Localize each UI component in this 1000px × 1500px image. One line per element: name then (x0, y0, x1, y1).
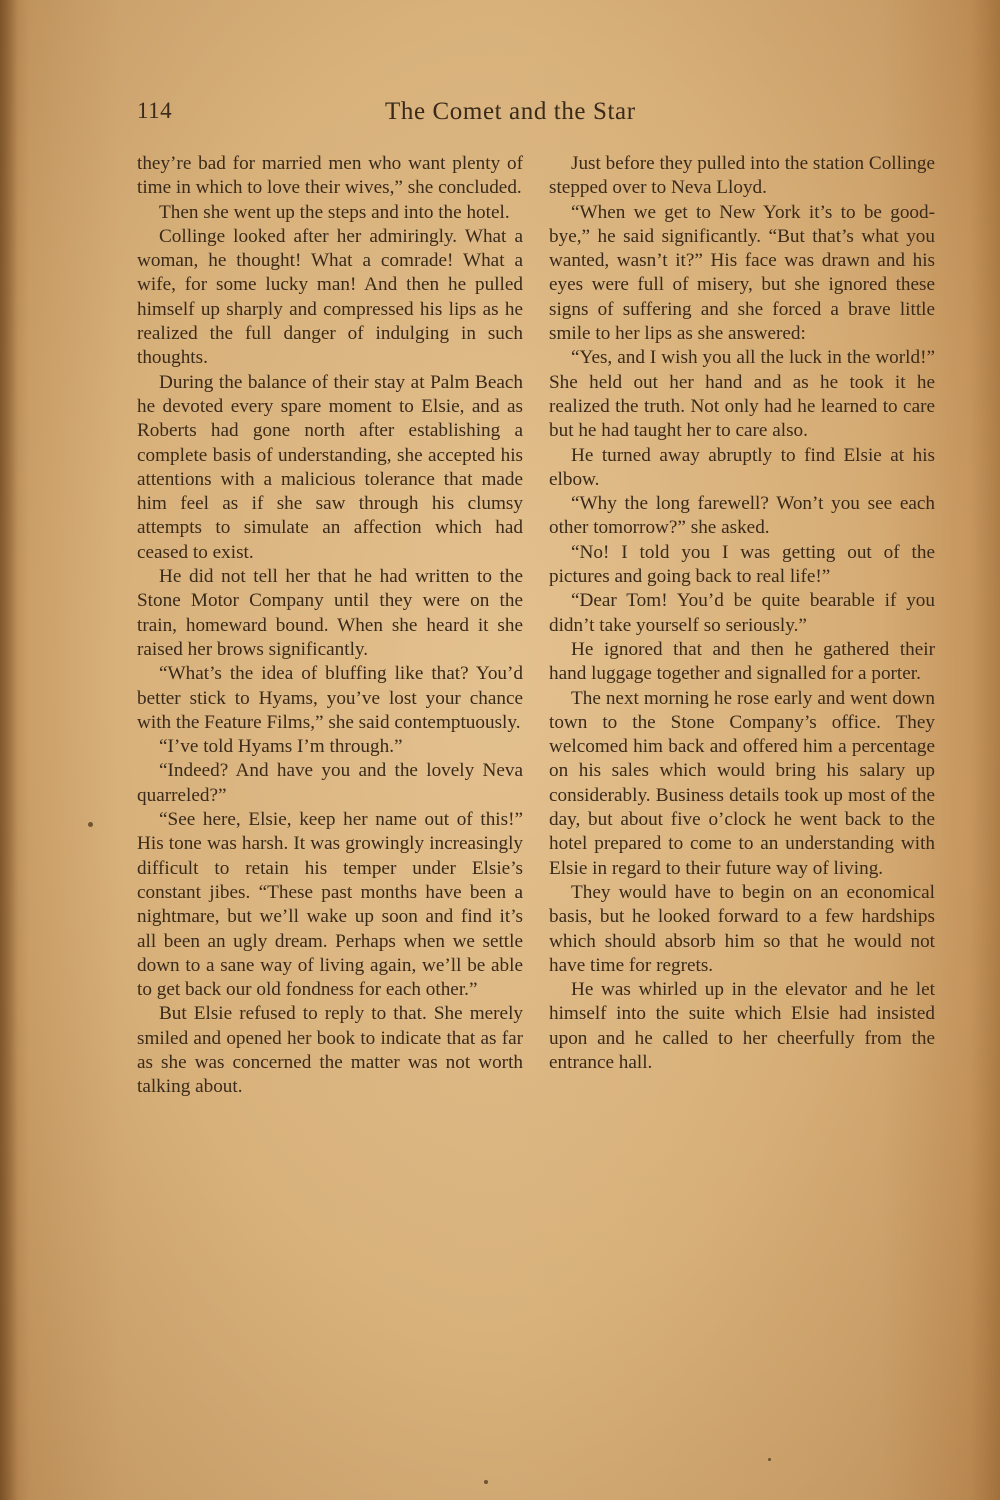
page-header (137, 98, 937, 130)
paragraph: they’re bad for married men who want plenty of time in which to love their wives,” she concluded. (137, 153, 523, 199)
page-binding-shadow (0, 0, 18, 1500)
paper-speck (484, 1480, 488, 1484)
paper-speck (768, 1458, 771, 1461)
paragraph: Collinge looked after her admiringly. What a woman, he thought! What a comrade! What a wife, for some lucky man! And then he pulled himself up sharply and compressed his lips as he realized the full danger of indulging in such thoughts. (137, 225, 523, 369)
paragraph: “See here, Elsie, keep her name out of this!” His tone was harsh. It was growingly increasingly difficult to retain his temper under Elsie’s constant jibes. “These past months have been a nightmare, but we’ll wake up soon and find it’s all been an ugly dream. Perhaps when we settle down to a sane way of living again, we’ll be able to get back our old fondness for each other.” (137, 809, 523, 1001)
paragraph: During the balance of their stay at Palm Beach he devoted every spare moment to Elsie, and as Roberts had gone north after establishing a complete basis of understanding, she accepted his attentions with a malicious tolerance that made him feel as if she saw through his clumsy attempts to simulate an affection which had ceased to exist. (137, 371, 523, 563)
paragraph: “What’s the idea of bluffing like that? You’d better stick to Hyams, you’ve lost your chance with the Feature Films,” she said contemptuously. (137, 663, 523, 733)
paragraph: He turned away abruptly to find Elsie at his elbow. (549, 444, 935, 490)
paragraph: “When we get to New York it’s to be good-bye,” he said significantly. “But that’s what you wanted, wasn’t it?” His face was drawn and his eyes were full of misery, but she ignored these signs of suffering and she forced a brave little smile to her lips as she answered: (549, 201, 935, 345)
paper-speck (88, 822, 93, 827)
paragraph: “Dear Tom! You’d be quite bearable if you didn’t take yourself so seriously.” (549, 590, 935, 636)
paragraph: He was whirled up in the elevator and he let himself into the suite which Elsie had insisted upon and he called to her cheerfully from the entrance hall. (549, 979, 935, 1073)
right-column (549, 152, 935, 1075)
paragraph: Just before they pulled into the station Collinge stepped over to Neva Lloyd. (549, 153, 935, 199)
paragraph: The next morning he rose early and went down town to the Stone Company’s office. They welcomed him back and offered him a percentage on his sales which would bring his salary up considerably. Business details took up most of the day, but about five o’clock he went back to the hotel prepared to come to an understanding with Elsie in regard to their future way of living. (549, 687, 935, 879)
paragraph: Then she went up the steps and into the hotel. (159, 201, 510, 223)
paragraph: But Elsie refused to reply to that. She merely smiled and opened her book to indicate that as far as she was concerned the matter was not worth talking about. (137, 1003, 523, 1098)
paragraph: He did not tell her that he had written to the Stone Motor Company until they were on the train, homeward bound. When she heard it she raised her brows significantly. (137, 566, 523, 660)
paragraph: “No! I told you I was getting out of the pictures and going back to real life!” (549, 541, 935, 588)
paragraph: He ignored that and then he gathered their hand luggage together and signalled for a porter. (549, 638, 935, 685)
paragraph: “Yes, and I wish you all the luck in the world!” She held out her hand and as he took it he realized the truth. Not only had he learned to care but he had taught her to care also. (549, 347, 935, 442)
paragraph: “Indeed? And have you and the lovely Neva quarreled?” (137, 760, 523, 806)
paragraph: “Why the long farewell? Won’t you see each other tomorrow?” she asked. (549, 493, 935, 539)
left-column (137, 152, 523, 1100)
paragraph: They would have to begin on an economical basis, but he looked forward to a few hardships which should absorb him so that he would not have time for regrets. (549, 881, 935, 976)
page-number: 114 (137, 98, 173, 123)
paragraph: “I’ve told Hyams I’m through.” (159, 736, 403, 758)
running-title: The Comet and the Star (385, 98, 636, 125)
